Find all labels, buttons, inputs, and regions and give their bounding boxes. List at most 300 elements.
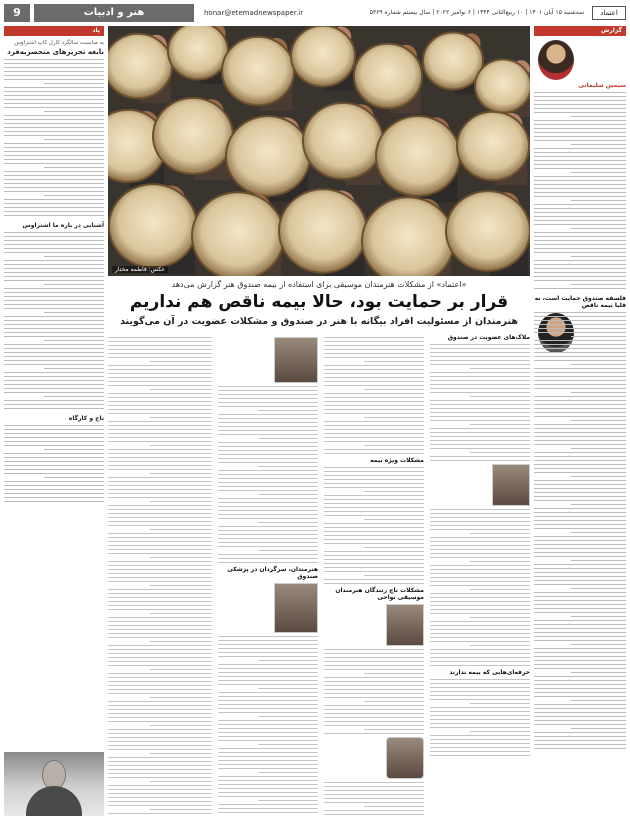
text-line xyxy=(108,765,212,766)
text-line xyxy=(324,713,424,714)
text-line xyxy=(218,796,318,797)
body-column-4 xyxy=(108,334,212,816)
text-line xyxy=(430,509,530,510)
text-line xyxy=(470,533,530,534)
text-line xyxy=(534,548,626,549)
text-line xyxy=(430,549,530,550)
text-line xyxy=(108,393,212,394)
text-line xyxy=(324,381,424,382)
text-line xyxy=(430,517,530,518)
text-line xyxy=(218,784,318,785)
text-line xyxy=(218,752,318,753)
text-line xyxy=(430,356,530,357)
text-line xyxy=(324,802,424,803)
text-line xyxy=(571,588,626,589)
text-line xyxy=(108,489,212,490)
text-line xyxy=(324,495,424,496)
text-line xyxy=(430,695,530,696)
text-line xyxy=(430,408,530,409)
body-text xyxy=(324,782,424,816)
body-text xyxy=(430,509,530,666)
text-line xyxy=(534,684,626,685)
text-line xyxy=(324,453,424,454)
text-line xyxy=(258,494,318,495)
text-line xyxy=(4,445,104,446)
right-body-text-1 xyxy=(534,92,626,289)
text-line xyxy=(324,689,424,690)
daf-drum xyxy=(362,197,454,276)
text-line xyxy=(44,477,104,478)
text-line xyxy=(108,749,212,750)
text-line xyxy=(534,204,626,205)
author-portrait xyxy=(538,40,574,80)
text-line xyxy=(534,596,626,597)
text-line xyxy=(4,135,104,136)
text-line xyxy=(534,508,626,509)
musician-thumb xyxy=(492,464,530,506)
text-line xyxy=(150,781,212,782)
musician-photo xyxy=(4,752,104,816)
text-line xyxy=(430,747,530,748)
text-line xyxy=(108,597,212,598)
text-line xyxy=(218,808,318,809)
text-line xyxy=(534,640,626,641)
text-line xyxy=(534,460,626,461)
text-line xyxy=(534,600,626,601)
text-line xyxy=(4,79,104,80)
text-line xyxy=(430,593,530,594)
text-line xyxy=(571,644,626,645)
text-line xyxy=(108,441,212,442)
text-line xyxy=(44,167,104,168)
text-line xyxy=(44,83,104,84)
text-line xyxy=(218,526,318,527)
text-line xyxy=(218,760,318,761)
text-line xyxy=(430,432,530,433)
text-line xyxy=(430,384,530,385)
text-line xyxy=(324,499,424,500)
text-line xyxy=(324,653,424,654)
text-line xyxy=(324,531,424,532)
text-line xyxy=(218,776,318,777)
text-line xyxy=(218,446,318,447)
text-line xyxy=(218,394,318,395)
text-line xyxy=(324,810,424,811)
text-line xyxy=(108,353,212,354)
text-line xyxy=(430,364,530,365)
text-line xyxy=(4,95,104,96)
text-line xyxy=(218,700,318,701)
left-mini-head-1: آشنایی در باره ما اشتراوس xyxy=(22,222,104,229)
text-line xyxy=(324,467,424,468)
text-line xyxy=(218,558,318,559)
text-line xyxy=(324,369,424,370)
text-line xyxy=(571,672,626,673)
text-line xyxy=(324,441,424,442)
text-line xyxy=(218,656,318,657)
text-line xyxy=(218,546,318,547)
text-line xyxy=(534,620,626,621)
body-text xyxy=(430,679,530,756)
text-line xyxy=(534,568,626,569)
text-line xyxy=(218,454,318,455)
text-line xyxy=(4,63,104,64)
text-line xyxy=(430,699,530,700)
text-line xyxy=(4,211,104,212)
body-text xyxy=(324,337,424,454)
text-line xyxy=(571,532,626,533)
text-line xyxy=(430,625,530,626)
text-line xyxy=(258,800,318,801)
text-line xyxy=(534,412,626,413)
text-line xyxy=(4,248,104,249)
text-line xyxy=(4,151,104,152)
text-line xyxy=(150,753,212,754)
text-line xyxy=(430,601,530,602)
text-line xyxy=(4,404,104,405)
text-line xyxy=(430,380,530,381)
text-line xyxy=(324,413,424,414)
text-line xyxy=(470,617,530,618)
text-line xyxy=(534,132,626,133)
text-line xyxy=(534,356,626,357)
text-line xyxy=(430,513,530,514)
text-line xyxy=(4,183,104,184)
text-line xyxy=(108,709,212,710)
text-line xyxy=(534,120,626,121)
text-line xyxy=(430,629,530,630)
text-line xyxy=(324,353,424,354)
text-line xyxy=(4,280,104,281)
text-line xyxy=(430,707,530,708)
text-line xyxy=(534,668,626,669)
text-line xyxy=(108,345,212,346)
text-line xyxy=(324,782,424,783)
text-line xyxy=(324,393,424,394)
box-head-regional: مشکلات ناچ زنندگان هنرمندان موسیقی نواحی xyxy=(335,587,424,601)
text-line xyxy=(218,386,318,387)
text-line xyxy=(430,529,530,530)
body-column-3 xyxy=(218,334,318,816)
text-line xyxy=(108,377,212,378)
text-line xyxy=(534,280,626,281)
page-number: 9 xyxy=(4,4,30,22)
text-line xyxy=(4,308,104,309)
text-line xyxy=(258,716,318,717)
text-line xyxy=(534,660,626,661)
text-line xyxy=(364,417,424,418)
body-text xyxy=(324,467,424,584)
text-line xyxy=(324,786,424,787)
text-line xyxy=(108,437,212,438)
text-line xyxy=(534,712,626,713)
text-line xyxy=(4,232,104,233)
text-line xyxy=(534,584,626,585)
text-line xyxy=(534,488,626,489)
text-line xyxy=(534,540,626,541)
text-line xyxy=(108,369,212,370)
text-line xyxy=(324,535,424,536)
text-line xyxy=(218,458,318,459)
text-line xyxy=(324,798,424,799)
text-line xyxy=(108,561,212,562)
text-line xyxy=(108,565,212,566)
text-line xyxy=(534,652,626,653)
text-line xyxy=(534,248,626,249)
body-column-2 xyxy=(324,334,424,816)
text-line xyxy=(534,528,626,529)
text-line xyxy=(571,448,626,449)
text-line xyxy=(4,304,104,305)
text-line xyxy=(534,516,626,517)
text-line xyxy=(534,484,626,485)
text-line xyxy=(364,361,424,362)
text-line xyxy=(4,364,104,365)
text-line xyxy=(108,537,212,538)
text-line xyxy=(324,705,424,706)
musician-thumb xyxy=(386,737,424,779)
text-line xyxy=(534,680,626,681)
text-line xyxy=(108,577,212,578)
text-line xyxy=(534,192,626,193)
text-line xyxy=(430,743,530,744)
text-line xyxy=(571,504,626,505)
text-line xyxy=(108,469,212,470)
text-line xyxy=(324,349,424,350)
text-line xyxy=(430,545,530,546)
text-line xyxy=(534,324,626,325)
text-line xyxy=(534,328,626,329)
text-line xyxy=(218,406,318,407)
text-line xyxy=(324,475,424,476)
text-line xyxy=(44,139,104,140)
text-line xyxy=(108,521,212,522)
text-line xyxy=(534,288,626,289)
daf-drum xyxy=(376,116,460,196)
text-line xyxy=(324,717,424,718)
text-line xyxy=(108,497,212,498)
text-line xyxy=(108,737,212,738)
text-line xyxy=(4,384,104,385)
text-line xyxy=(430,597,530,598)
text-line xyxy=(4,497,104,498)
body-text xyxy=(430,344,530,461)
text-line xyxy=(108,657,212,658)
text-line xyxy=(108,629,212,630)
text-line xyxy=(534,260,626,261)
text-line xyxy=(4,75,104,76)
text-line xyxy=(44,111,104,112)
text-line xyxy=(324,814,424,815)
text-line xyxy=(108,373,212,374)
text-line xyxy=(4,433,104,434)
text-line xyxy=(534,272,626,273)
text-line xyxy=(4,336,104,337)
text-line xyxy=(534,140,626,141)
text-line xyxy=(4,376,104,377)
text-line xyxy=(4,469,104,470)
daf-drum xyxy=(291,26,355,86)
musician-thumb xyxy=(274,337,318,383)
daf-drum xyxy=(222,37,294,105)
text-line xyxy=(4,481,104,482)
text-line xyxy=(108,425,212,426)
text-line xyxy=(150,613,212,614)
text-line xyxy=(470,396,530,397)
text-line xyxy=(534,704,626,705)
text-line xyxy=(534,152,626,153)
text-line xyxy=(108,681,212,682)
text-line xyxy=(534,576,626,577)
text-line xyxy=(430,661,530,662)
text-line xyxy=(108,645,212,646)
daf-drum xyxy=(153,98,233,174)
text-line xyxy=(534,180,626,181)
text-line xyxy=(218,644,318,645)
text-line xyxy=(218,732,318,733)
text-line xyxy=(218,736,318,737)
text-line xyxy=(218,542,318,543)
text-line xyxy=(150,557,212,558)
text-line xyxy=(258,522,318,523)
text-line xyxy=(571,200,626,201)
text-line xyxy=(150,725,212,726)
text-line xyxy=(218,676,318,677)
text-line xyxy=(108,481,212,482)
text-line xyxy=(430,683,530,684)
text-line xyxy=(4,400,104,401)
text-line xyxy=(430,416,530,417)
text-line xyxy=(534,628,626,629)
masthead xyxy=(4,4,626,22)
text-line xyxy=(324,661,424,662)
text-line xyxy=(430,569,530,570)
text-line xyxy=(430,621,530,622)
text-line xyxy=(430,739,530,740)
text-line xyxy=(108,341,212,342)
text-line xyxy=(218,812,318,813)
text-line xyxy=(534,480,626,481)
text-line xyxy=(218,498,318,499)
text-line xyxy=(324,397,424,398)
text-line xyxy=(534,316,626,317)
text-line xyxy=(150,529,212,530)
text-line xyxy=(150,641,212,642)
text-line xyxy=(324,681,424,682)
text-line xyxy=(534,740,626,741)
text-line xyxy=(108,649,212,650)
musician-thumb xyxy=(386,604,424,646)
text-line xyxy=(470,703,530,704)
text-line xyxy=(4,437,104,438)
text-line xyxy=(4,260,104,261)
text-line xyxy=(108,625,212,626)
text-line xyxy=(4,71,104,72)
text-line xyxy=(534,160,626,161)
text-line xyxy=(218,720,318,721)
text-line xyxy=(108,365,212,366)
text-line xyxy=(108,405,212,406)
text-line xyxy=(534,148,626,149)
text-line xyxy=(108,409,212,410)
text-line xyxy=(534,196,626,197)
text-line xyxy=(534,400,626,401)
text-line xyxy=(430,637,530,638)
text-line xyxy=(150,361,212,362)
text-line xyxy=(108,773,212,774)
daf-drum xyxy=(423,33,483,90)
text-line xyxy=(571,256,626,257)
text-line xyxy=(534,340,626,341)
text-line xyxy=(4,453,104,454)
text-line xyxy=(4,103,104,104)
newspaper-logo: اعتماد xyxy=(592,6,626,20)
text-line xyxy=(108,793,212,794)
text-line xyxy=(108,453,212,454)
text-line xyxy=(4,187,104,188)
text-line xyxy=(108,485,212,486)
text-line xyxy=(108,733,212,734)
text-line xyxy=(534,372,626,373)
text-line xyxy=(324,345,424,346)
text-line xyxy=(218,398,318,399)
text-line xyxy=(4,408,104,409)
left-column xyxy=(4,26,104,816)
text-line xyxy=(218,652,318,653)
text-line xyxy=(324,433,424,434)
text-line xyxy=(430,649,530,650)
text-line xyxy=(324,449,424,450)
text-line xyxy=(534,388,626,389)
text-line xyxy=(430,525,530,526)
text-line xyxy=(534,436,626,437)
text-line xyxy=(534,472,626,473)
text-line xyxy=(534,416,626,417)
text-line xyxy=(534,156,626,157)
text-line xyxy=(108,413,212,414)
text-line xyxy=(534,184,626,185)
text-line xyxy=(4,240,104,241)
text-line xyxy=(324,479,424,480)
text-line xyxy=(108,517,212,518)
text-line xyxy=(324,527,424,528)
text-line xyxy=(571,728,626,729)
text-line xyxy=(108,685,212,686)
text-line xyxy=(218,478,318,479)
text-line xyxy=(108,509,212,510)
text-line xyxy=(218,510,318,511)
text-line xyxy=(218,692,318,693)
section-email[interactable]: honar@etemadnewspaper.ir xyxy=(204,9,304,17)
text-line xyxy=(364,575,424,576)
text-line xyxy=(108,541,212,542)
text-line xyxy=(324,421,424,422)
text-line xyxy=(4,429,104,430)
text-line xyxy=(430,456,530,457)
text-line xyxy=(4,320,104,321)
text-line xyxy=(108,741,212,742)
text-line xyxy=(430,641,530,642)
left-body-text-2 xyxy=(4,232,104,409)
text-line xyxy=(324,405,424,406)
text-line xyxy=(534,240,626,241)
text-line xyxy=(430,521,530,522)
left-body-text-3 xyxy=(4,425,104,502)
right-column xyxy=(534,26,626,816)
text-line xyxy=(534,440,626,441)
text-line xyxy=(534,552,626,553)
text-line xyxy=(218,434,318,435)
